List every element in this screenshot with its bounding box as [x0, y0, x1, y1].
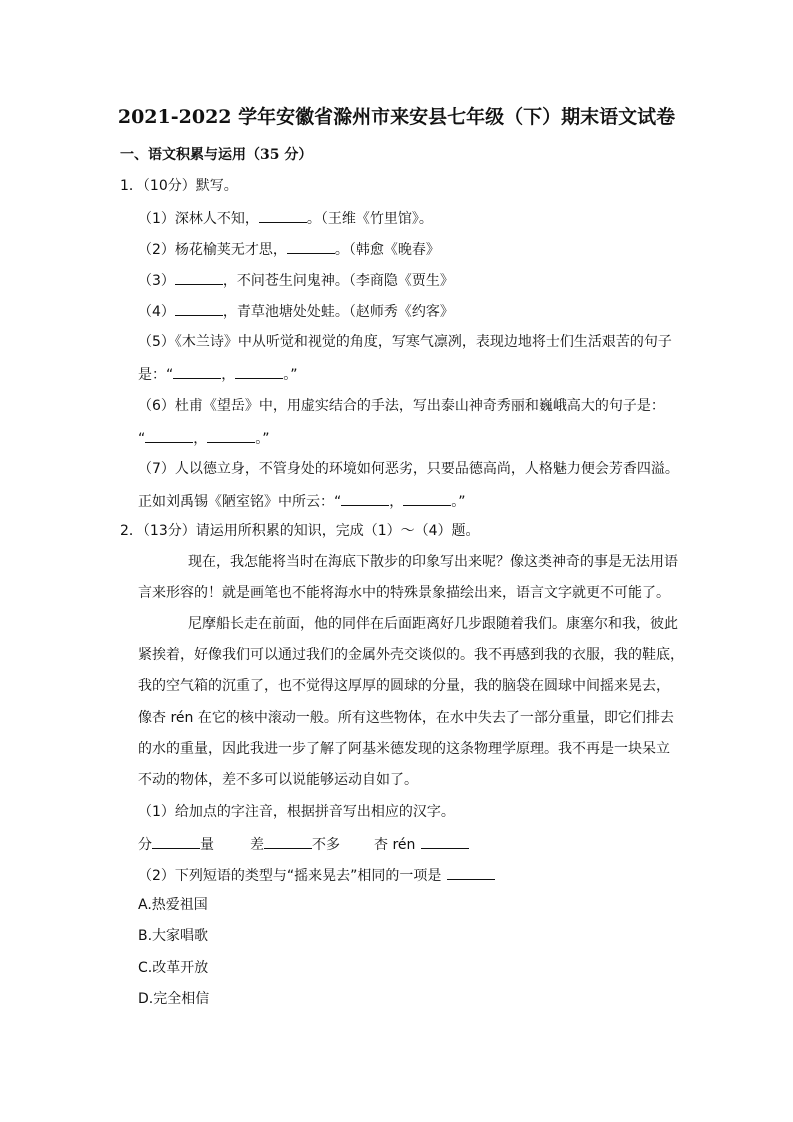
- q1-item-7-line-1: （7）人以德立身，不管身处的环境如何恶劣，只要品德高尚，人格魅力便会芳香四溢。: [138, 461, 679, 477]
- text: （2）下列短语的类型与“摇来晃去”相同的一项是: [138, 868, 442, 884]
- answer-blank[interactable]: [403, 491, 451, 506]
- q1-item-2: [138, 239, 440, 259]
- passage-line: 我的空气箱的沉重了，也不觉得这厚厚的圆球的分量，我的脑袋在圆球中间摇来晃去，: [138, 678, 670, 694]
- q1-item-4: [138, 301, 454, 321]
- text: 量: [200, 837, 214, 853]
- text: ，: [193, 431, 208, 447]
- text: 杏 rén: [374, 837, 416, 853]
- answer-blank[interactable]: [287, 239, 335, 254]
- subquestion-1: （1）给加点的字注音，根据拼音写出相应的汉字。: [138, 804, 455, 820]
- answer-blank[interactable]: [447, 865, 495, 880]
- text: 是：“: [138, 367, 174, 383]
- passage-line: 的水的重量，因此我进一步了解了阿基米德发现的这条物理学原理。我不再是一块呆立: [138, 741, 670, 757]
- answer-blank[interactable]: [421, 834, 469, 849]
- q1-item-1: [138, 208, 433, 228]
- q1-item-2-suffix: 。（韩愈《晚春》: [334, 242, 440, 258]
- passage-line: 不动的物体，差不多可以说能够运动自如了。: [138, 772, 418, 788]
- text: 分: [138, 837, 152, 853]
- q1-item-2-prefix: （2）杨花榆荚无才思，: [138, 242, 287, 258]
- answer-blank[interactable]: [175, 270, 223, 285]
- question-2-stem: 2．（13分）请运用所积累的知识，完成（1）～（4）题。: [120, 523, 480, 539]
- answer-blank[interactable]: [341, 491, 389, 506]
- q1-item-4-suffix: ，青草池塘处处蛙。（赵师秀《约客》: [222, 304, 454, 320]
- option-b: B.大家唱歌: [138, 928, 209, 944]
- answer-blank[interactable]: [207, 428, 255, 443]
- answer-blank[interactable]: [259, 208, 307, 223]
- q1-item-1-prefix: （1）深林人不知，: [138, 211, 259, 227]
- section-heading: 一、语文积累与运用（35 分）: [120, 147, 313, 163]
- q1-item-3-prefix: （3）: [138, 273, 175, 289]
- option-c: C.改革开放: [138, 960, 209, 976]
- question-1-stem: 1．（10分）默写。: [120, 178, 238, 194]
- text: ，: [389, 494, 404, 510]
- subquestion-1-blanks: [138, 834, 469, 854]
- answer-blank[interactable]: [235, 364, 283, 379]
- answer-blank[interactable]: [264, 834, 312, 849]
- answer-blank[interactable]: [152, 834, 200, 849]
- answer-blank[interactable]: [145, 428, 193, 443]
- passage-line: 紧挨着，好像我们可以通过我们的金属外壳交谈似的。我不再感到我的衣服，我的鞋底，: [138, 647, 684, 663]
- option-d: D.完全相信: [138, 991, 210, 1007]
- text: 。”: [451, 494, 466, 510]
- subquestion-2: [138, 865, 495, 885]
- q1-item-4-prefix: （4）: [138, 304, 175, 320]
- q1-item-5-line-1: （5）《木兰诗》中从听觉和视觉的角度，写寒气凛冽，表现边地将士们生活艰苦的句子: [138, 334, 672, 350]
- q1-item-1-suffix: 。（王维《竹里馆》。: [306, 211, 433, 227]
- q1-item-5-line-2: [138, 364, 298, 384]
- passage-line: 像杏 rén 在它的核中滚动一般。所有这些物体，在水中失去了一部分重量，即它们排去: [138, 710, 674, 726]
- text: 正如刘禹锡《陋室铭》中所云：“: [138, 494, 342, 510]
- passage-line: 现在，我怎能将当时在海底下散步的印象写出来呢？像这类神奇的事是无法用语: [188, 554, 678, 570]
- q1-item-6-line-1: （6）杜甫《望岳》中，用虚实结合的手法，写出泰山神奇秀丽和巍峨高大的句子是：: [138, 398, 665, 414]
- passage-line: 尼摩船长走在前面，他的同伴在后面距离好几步跟随着我们。康塞尔和我，彼此: [188, 616, 678, 632]
- text: 。”: [283, 367, 298, 383]
- text: ，: [221, 367, 236, 383]
- answer-blank[interactable]: [175, 301, 223, 316]
- exam-title: 2021-2022 学年安徽省滁州市来安县七年级（下）期末语文试卷: [117, 106, 676, 128]
- q1-item-6-line-2: [138, 428, 270, 448]
- text: 差: [250, 837, 264, 853]
- option-a: A.热爱祖国: [138, 897, 208, 913]
- text: 。”: [255, 431, 270, 447]
- text: “: [138, 431, 146, 447]
- answer-blank[interactable]: [173, 364, 221, 379]
- q1-item-3-suffix: ，不问苍生问鬼神。（李商隐《贾生》: [222, 273, 454, 289]
- q1-item-7-line-2: [138, 491, 466, 511]
- passage-line: 言来形容的！就是画笔也不能将海水中的特殊景象描绘出来，语言文字就更不可能了。: [138, 585, 670, 601]
- q1-item-3: [138, 270, 454, 290]
- text: 不多: [312, 837, 340, 853]
